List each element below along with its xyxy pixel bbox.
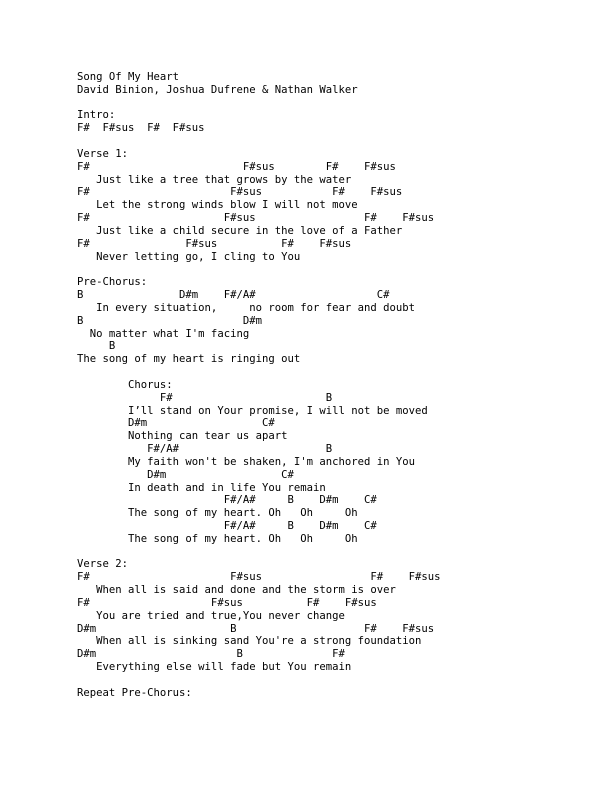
sheet-line: When all is sinking sand You're a strong foundation bbox=[77, 635, 422, 648]
sheet-line: D#m B F# bbox=[77, 648, 345, 661]
sheet-line: Just like a child secure in the love of a Father bbox=[77, 224, 403, 237]
song-authors: David Binion, Joshua Dufrene & Nathan Walker bbox=[77, 83, 358, 96]
sheet-line: D#m C# bbox=[77, 468, 294, 481]
sheet-line: B D#m F#/A# C# bbox=[77, 289, 390, 302]
sheet-line: F# F#sus F# F#sus bbox=[77, 237, 352, 250]
sheet-line bbox=[77, 263, 441, 276]
sheet-line: I’ll stand on Your promise, I will not be moved bbox=[77, 404, 428, 417]
sheet-line: In death and in life You remain bbox=[77, 481, 326, 494]
sheet-line bbox=[77, 97, 441, 110]
sheet-line: No matter what I'm facing bbox=[77, 327, 250, 340]
sheet-line: F# F#sus F# F#sus bbox=[77, 596, 377, 609]
sheet-line: B D#m bbox=[77, 314, 262, 327]
sheet-line: F# F#sus F# F#sus bbox=[77, 212, 435, 225]
sheet-line: Repeat Pre-Chorus: bbox=[77, 686, 192, 699]
sheet-line: F# F#sus F# F#sus bbox=[77, 160, 396, 173]
sheet-line bbox=[77, 674, 441, 687]
sheet-line: You are tried and true,You never change bbox=[77, 609, 345, 622]
sheet-line bbox=[77, 546, 441, 559]
sheet-line: F# F#sus F# F#sus bbox=[77, 122, 205, 135]
sheet-line: The song of my heart. Oh Oh Oh bbox=[77, 532, 358, 545]
sheet-line: D#m C# bbox=[77, 417, 275, 430]
sheet-line: F#/A# B bbox=[77, 443, 333, 456]
sheet-line: Just like a tree that grows by the water bbox=[77, 173, 352, 186]
sheet-line: F#/A# B D#m C# bbox=[77, 494, 377, 507]
song-title: Song Of My Heart bbox=[77, 71, 180, 83]
sheet-line: Chorus: bbox=[77, 378, 173, 391]
sheet-line: Let the strong winds blow I will not move bbox=[77, 199, 358, 212]
chord-sheet bbox=[77, 71, 441, 700]
sheet-line: Intro: bbox=[77, 109, 116, 122]
sheet-line: F# B bbox=[77, 391, 333, 404]
sheet-line: Everything else will fade but You remain bbox=[77, 661, 352, 674]
sheet-line: D#m B F# F#sus bbox=[77, 622, 435, 635]
sheet-line: Nothing can tear us apart bbox=[77, 430, 288, 443]
sheet-line bbox=[77, 366, 441, 379]
sheet-line: My faith won't be shaken, I'm anchored in You bbox=[77, 455, 416, 468]
sheet-line: Verse 2: bbox=[77, 558, 129, 571]
sheet-line: Verse 1: bbox=[77, 147, 129, 160]
sheet-line: When all is said and done and the storm is over bbox=[77, 584, 396, 597]
sheet-line: The song of my heart. Oh Oh Oh bbox=[77, 507, 358, 520]
sheet-line: The song of my heart is ringing out bbox=[77, 353, 301, 366]
sheet-line: Never letting go, I cling to You bbox=[77, 250, 301, 263]
sheet-line: F#/A# B D#m C# bbox=[77, 519, 377, 532]
sheet-line: B bbox=[77, 340, 116, 353]
sheet-line: Pre-Chorus: bbox=[77, 276, 148, 289]
sheet-line: F# F#sus F# F#sus bbox=[77, 571, 441, 584]
sheet-line: F# F#sus F# F#sus bbox=[77, 186, 403, 199]
sheet-line: In every situation, no room for fear and doubt bbox=[77, 301, 416, 314]
sheet-line bbox=[77, 135, 441, 148]
